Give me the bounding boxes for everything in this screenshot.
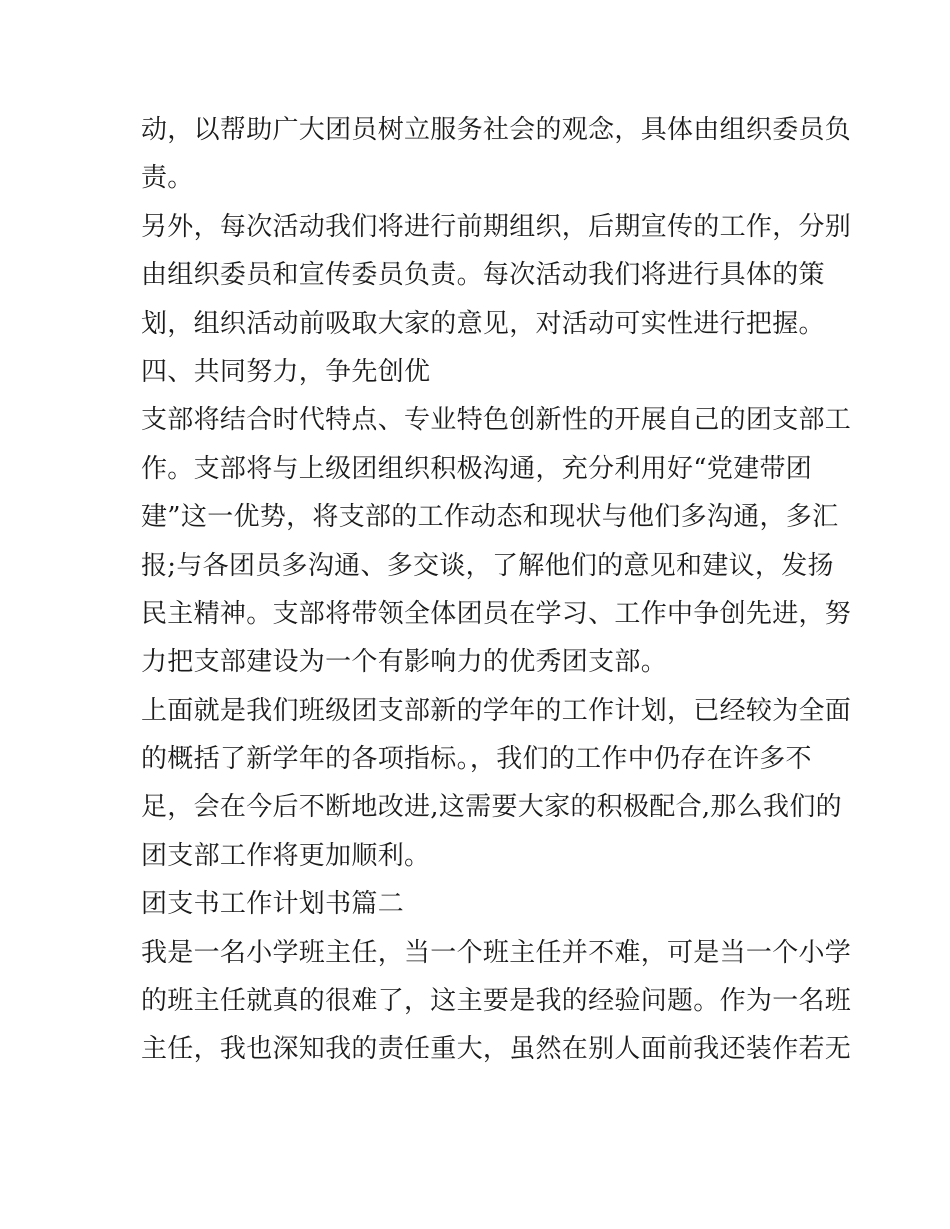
text-line: 支部将结合时代特点、专业特色创新性的开展自己的团支部工 bbox=[141, 405, 852, 436]
text-line: 上面就是我们班级团支部新的学年的工作计划，已经较为全面 bbox=[141, 695, 852, 726]
text-line: 力把支部建设为一个有影响力的优秀团支部。 bbox=[141, 647, 668, 678]
text-line: 另外，每次活动我们将进行前期组织，后期宣传的工作，分别 bbox=[141, 211, 852, 242]
text-line: 的概括了新学年的各项指标。，我们的工作中仍存在许多不 bbox=[141, 744, 812, 775]
text-line: 团支部工作将更加顺利。 bbox=[141, 840, 431, 871]
text-line: 报;与各团员多沟通、多交谈，了解他们的意见和建议，发扬 bbox=[141, 550, 834, 581]
document-body bbox=[141, 106, 852, 1074]
text-line: 由组织委员和宣传委员负责。每次活动我们将进行具体的策 bbox=[141, 260, 825, 291]
section-heading: 团支书工作计划书篇二 bbox=[141, 889, 405, 920]
text-line: 我是一名小学班主任，当一个班主任并不难，可是当一个小学 bbox=[141, 937, 852, 968]
text-line: 动，以帮助广大团员树立服务社会的观念，具体由组织委员负 bbox=[141, 115, 852, 145]
text-line: 足，会在今后不断地改进,这需要大家的积极配合,那么我们的 bbox=[141, 792, 842, 823]
text-line: 建”这一优势，将支部的工作动态和现状与他们多沟通，多汇 bbox=[141, 502, 839, 533]
text-line: 的班主任就真的很难了，这主要是我的经验问题。作为一名班 bbox=[141, 986, 852, 1017]
text-line: 民主精神。支部将带领全体团员在学习、工作中争创先进，努 bbox=[141, 598, 852, 629]
text-line: 主任，我也深知我的责任重大，虽然在别人面前我还装作若无 bbox=[141, 1034, 852, 1065]
text-line: 划，组织活动前吸取大家的意见，对活动可实性进行把握。 bbox=[141, 308, 825, 339]
text-line: 作。支部将与上级团组织积极沟通，充分利用好“党建带团 bbox=[141, 453, 813, 484]
section-heading: 四、共同努力，争先创优 bbox=[141, 356, 431, 387]
text-line: 责。 bbox=[141, 163, 194, 194]
